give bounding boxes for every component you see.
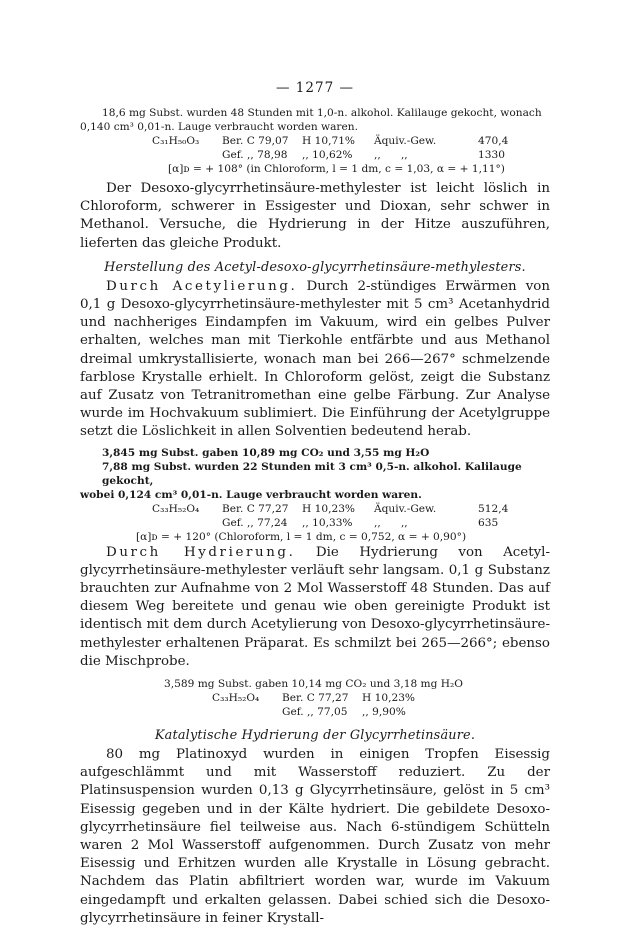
analysis-row-ber — [80, 134, 550, 148]
equiv-value: 635 — [478, 516, 499, 529]
analysis-block-1 — [80, 106, 550, 176]
paragraph-lead: Durch Acetylierung. — [106, 278, 298, 294]
calc-c: Ber. C 77,27 — [222, 502, 289, 515]
analysis-row-ber — [80, 691, 550, 705]
paragraph — [80, 278, 550, 442]
found-c: Gef. ,, 77,24 — [222, 516, 288, 529]
equiv-value: 470,4 — [478, 135, 509, 147]
paragraph-text: Durch 2-stündiges Erwärmen von 0,1 g Desoxo-glycyrrhetinsäure-methylester mit 5 cm³ Acetanhydrid und nachheriges Eindampfen im Vakuum, wird ein gelbes Pulver erhalten, welches man mit Tierkohle entfärbte und aus Methanol dreimal umkrystallisierte, wonach man bei 266—267° schmelzende farblose Krystalle erhielt. In Chloroform gelöst, zeigt die Substanz auf Zusatz von Tetranitromethan eine gelbe Färbung. Zur Analyse wurde im Hochvakuum sublimiert. Die Einführung der Acetylgruppe setzt die Löslichkeit in allen Solventien bedeutend herab. — [80, 278, 550, 440]
analysis-row-gef — [80, 148, 550, 162]
calc-h: H 10,23% — [362, 692, 415, 705]
found-h: ,, 9,90% — [362, 706, 406, 719]
found-c: Gef. ,, 78,98 — [222, 149, 288, 161]
formula — [152, 148, 222, 162]
equiv-label: ,, ,, — [374, 516, 408, 529]
equiv-label: Äquiv.-Gew. — [374, 135, 437, 147]
formula: C₃₁H₅₀O₃ — [152, 135, 200, 147]
analysis-line: 0,140 cm³ 0,01-n. Lauge verbraucht worden waren. — [80, 121, 358, 133]
analysis-block-3 — [80, 677, 550, 719]
analysis-row-gef — [80, 705, 550, 719]
paragraph: 80 mg Platinoxyd wurden in einigen Tropfen Eisessig aufgeschlämmt und mit Wasserstoff reduziert. Zu der Platinsuspension wurden 0,13 g Glycyrrhetinsäure, gelöst in 5 cm³ Eisessig gegeben und in der Kälte hydriert. Die gebildete Desoxo-glycyrrhetinsäure fiel teilweise aus. Nach 6-stündigem Schütteln waren 2 Mol Wasserstoff aufgenommen. Durch Zusatz von mehr Eisessig und Erhitzen wurden alle Krystalle in Lösung gebracht. Nachdem das Platin abfiltriert worden war, wurde im Vakuum eingedampft und erkalten gelassen. Dabei schied sich die Desoxo-glycyrrhetinsäure in feiner Krystall- — [80, 747, 550, 926]
equiv-label: ,, ,, — [374, 149, 408, 161]
analysis-line: 3,845 mg Subst. gaben 10,89 mg CO₂ und 3,55 mg H₂O — [102, 446, 430, 459]
calc-c: Ber. C 77,27 — [282, 692, 349, 705]
calc-h: H 10,23% — [302, 502, 355, 515]
section-heading: Herstellung des Acetyl-desoxo-glycyrrhetinsäure-methylesters. — [104, 259, 526, 275]
equiv-label: Äquiv.-Gew. — [374, 502, 437, 515]
paragraph-lead: Durch Hydrierung. — [106, 544, 296, 560]
formula — [152, 516, 222, 530]
optical-rotation: [α]ᴅ = + 108° (in Chloroform, l = 1 dm, c = 1,03, α = + 1,11°) — [168, 163, 505, 175]
formula: C₃₃H₅₂O₄ — [212, 692, 260, 705]
found-h: ,, 10,33% — [302, 516, 353, 529]
found-c: Gef. ,, 77,05 — [282, 706, 348, 719]
analysis-line: 7,88 mg Subst. wurden 22 Stunden mit 3 cm³ 0,5-n. alkohol. Kalilauge gekocht, — [102, 460, 522, 487]
analysis-line: 18,6 mg Subst. wurden 48 Stunden mit 1,0-n. alkohol. Kalilauge gekocht, wonach — [102, 107, 542, 119]
analysis-line: 3,589 mg Subst. gaben 10,14 mg CO₂ und 3,18 mg H₂O — [164, 678, 463, 691]
formula — [212, 705, 282, 719]
formula: C₃₃H₅₂O₄ — [152, 502, 200, 515]
paragraph: Der Desoxo-glycyrrhetinsäure-methylester ist leicht löslich in Chloroform, schwerer in Essigester und Dioxan, sehr schwer in Methanol. Versuche, die Hydrierung in der Hitze auszuführen, lieferten das gleiche Produkt. — [80, 181, 550, 251]
section-heading: Katalytische Hydrierung der Glycyrrhetinsäure. — [154, 728, 476, 744]
optical-rotation: [α]ᴅ = + 120° (Chloroform, l = 1 dm, c = 0,752, α = + 0,90°) — [136, 530, 467, 543]
analysis-row-gef — [80, 516, 550, 530]
calc-c: Ber. C 79,07 — [222, 135, 289, 147]
calc-h: H 10,71% — [302, 135, 355, 147]
analysis-line: wobei 0,124 cm³ 0,01-n. Lauge verbraucht worden waren. — [80, 488, 422, 501]
found-h: ,, 10,62% — [302, 149, 353, 161]
document-page — [80, 80, 550, 928]
paragraph-text: Die Hydrierung von Acetyl-glycyrrhetinsäure-methylester verläuft sehr langsam. 0,1 g Substanz brauchten zur Aufnahme von 2 Mol Wasserstoff 48 Stunden. Das auf diesem Weg bereitete und genau wie oben gereinigte Produkt ist identisch mit dem durch Acetylierung von Desoxo-glycyrrhetinsäure-methylester erhaltenen Präparat. Es schmilzt bei 265—266°; ebenso die Mischprobe. — [80, 544, 550, 669]
page-number: — 1277 — — [276, 80, 354, 96]
analysis-row-ber — [80, 502, 550, 516]
equiv-value: 1330 — [478, 149, 505, 161]
equiv-value: 512,4 — [478, 502, 509, 515]
analysis-block-2 — [80, 446, 550, 502]
paragraph — [80, 544, 550, 671]
